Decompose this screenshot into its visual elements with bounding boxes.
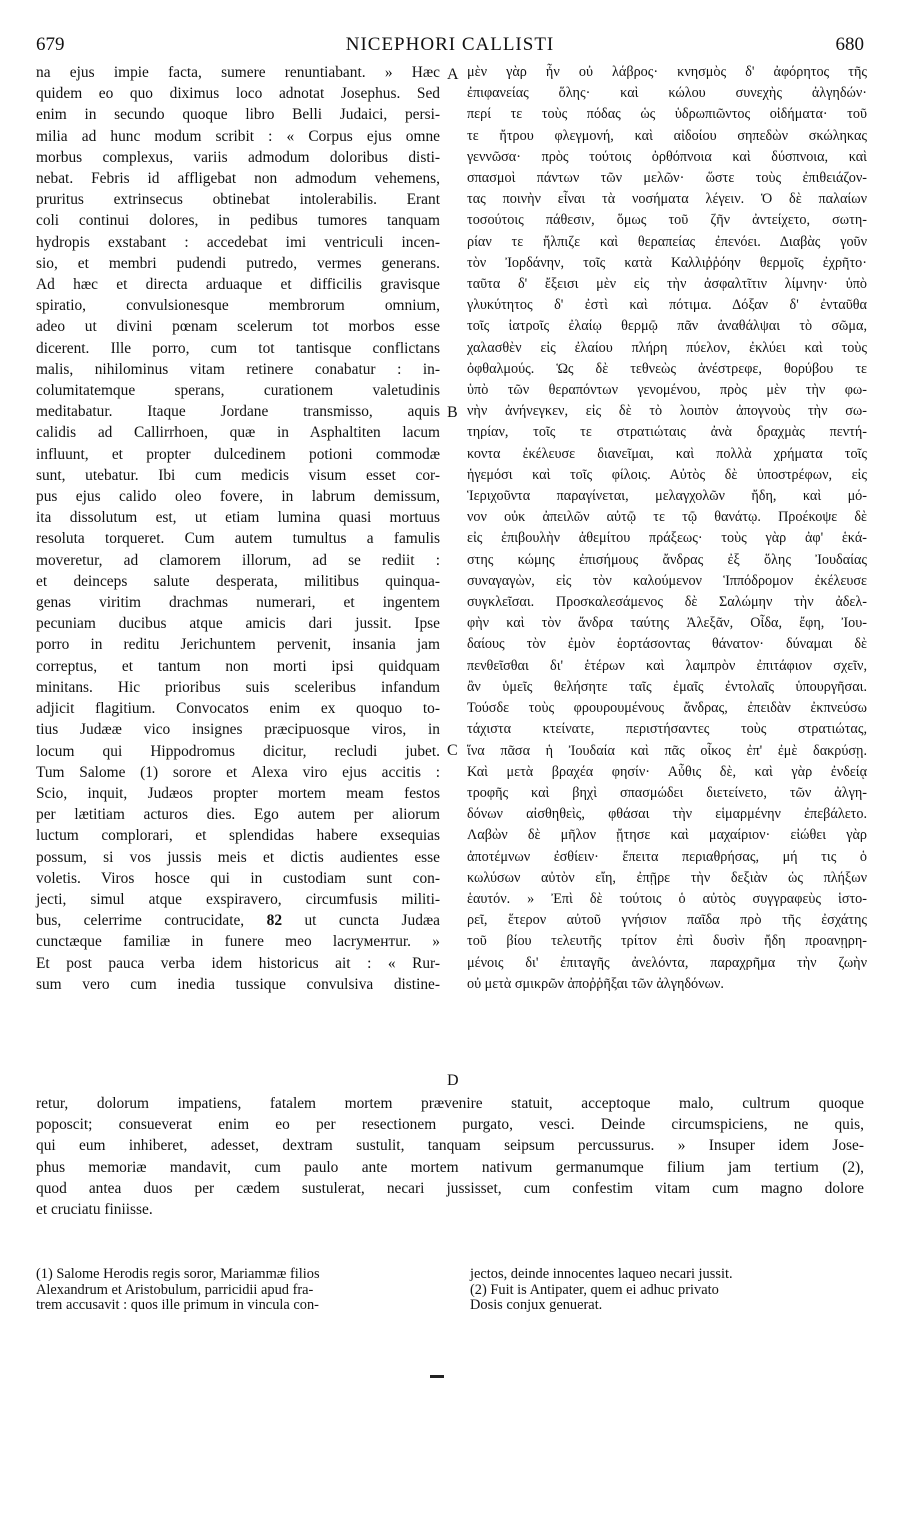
greek-line: ταῦτα δ' ἔξεισι μὲν εἰς τὴν ἀσφαλτῖτιν λίμνην· ὑπὸ bbox=[467, 276, 867, 293]
footnotes-right bbox=[470, 1267, 870, 1314]
greek-line: περί τε τοὺς πόδας ὡς ὑδρωπιῶντος οἰδήματα· τοῦ bbox=[467, 106, 867, 123]
greek-line: εἰς ἐπιβουλὴν ἀθεμίτου πράξεως· τοὺς γὰρ ἀφ' ἑκά- bbox=[467, 530, 867, 547]
latin-line-tail: ut cuncta Judæa bbox=[282, 912, 441, 930]
greek-line: γλυκύτητος δ' ἐστὶ καὶ πότιμα. Δόξαν δ' ἐνταῦθα bbox=[467, 297, 867, 314]
margin-letter-a: A bbox=[447, 66, 459, 83]
latin-line: moveretur, ad clamorem illorum, ad se rediit : bbox=[36, 551, 440, 569]
greek-line: στης κώμης ἐπισήμους ἄνδρας ἐξ ὅλης Ἰουδαίας bbox=[467, 551, 867, 568]
latin-line: resoluta torqueret. Cum autem tumultus a famulis bbox=[36, 530, 440, 548]
margin-letter-b: B bbox=[447, 404, 458, 421]
full-width-line: retur, dolorum impatiens, fatalem mortem prævenire statuit, acceptoque malo, cultrum quoque bbox=[36, 1095, 864, 1112]
greek-line: ὀφθαλμούς. Ὡς δὲ τεθνεὼς ἀνέστρεφε, θορύβου τε bbox=[467, 360, 867, 377]
greek-line: μένοις δι' ἐπιταγῆς ἀνελόντα, παραχρῆμα τὴν ζωὴν bbox=[467, 954, 867, 971]
footnote-line: Dosis conjux genuerat. bbox=[470, 1297, 603, 1314]
latin-line: columitatemque sperans, curationem valetudinis bbox=[36, 382, 440, 400]
greek-line: ἂν ὑμεῖς θελήσητε ταῖς ἐμαῖς ἐντολαῖς ὑπουργῆσαι. bbox=[467, 678, 867, 695]
greek-line: τοῦ βίου τελευτῆς τρίτον ἐπὶ δυσὶν ἤδη προανῃρη- bbox=[467, 933, 867, 950]
greek-line: σπασμοὶ πάντων τῶν μελῶν· ὥστε τοὺς ἐπιθειάζον- bbox=[467, 170, 867, 187]
greek-line: τε ἤτρου φλεγμονή, καὶ αἰδοίου σηπεδὼν σκώληκας bbox=[467, 127, 867, 144]
latin-line: adjicit flagitium. Convocatos enim ex quoquo to- bbox=[36, 700, 440, 718]
latin-line: per lætitiam acturos dies. Ego autem per aliorum bbox=[36, 806, 440, 824]
latin-line-text: bus, celerrime contrucidate, bbox=[36, 912, 267, 930]
greek-line: ἵνα πᾶσα ἡ Ἰουδαία καὶ πᾶς οἶκος ἐπ' ἐμὲ δακρύσῃ. bbox=[467, 742, 867, 759]
full-width-line: poposcit; consueverat enim eo per resectionem purgato, vesci. Deinde circumspiciens, ne quis, bbox=[36, 1116, 864, 1134]
latin-line: pecuniam ducibus atque amicis dari jussit. Ipse bbox=[36, 615, 440, 633]
latin-line: calidis ad Callirrhoen, quæ in Asphaltiten lacum bbox=[36, 424, 440, 442]
greek-line: πενθεῖσθαι δι' ἑτέρων καὶ λαμπρὸν ἐπιτάφιον σχεῖν, bbox=[467, 657, 867, 674]
latin-line: ita dissolutum est, ut etiam lumina quasi mortuus bbox=[36, 509, 440, 527]
latin-line: hydropis exstabant : accedebat imi ventriculi incen- bbox=[36, 233, 440, 251]
greek-line: δαίους τὸν ἐμὸν ἑορτάσοντας θάνατον· δύναμαι δὲ bbox=[467, 636, 867, 653]
greek-line: Ἱεριχοῦντα παραγίνεται, μελαγχολῶν ἤδη, καὶ μό- bbox=[467, 488, 867, 505]
full-width-line: quod antea duos per cædem sustulerat, necari jussisset, cum confestim vitam cum magno dolore bbox=[36, 1179, 864, 1197]
latin-line: possum, si vos jussis meis et dictis audientes esse bbox=[36, 848, 440, 866]
latin-line: nebat. Febris id affligebat non admodum vehemens, bbox=[36, 170, 440, 188]
latin-line: pus ejus calido oleo fovere, in labrum demissum, bbox=[36, 488, 440, 506]
latin-line: voletis. Viros hosce qui in custodiam sunt con- bbox=[36, 869, 440, 887]
greek-line: τηρίαν, τοῖς τε στρατιώταις ἀνὰ δραχμὰς πεντή- bbox=[467, 424, 867, 441]
latin-line: porro in reditu Jerichuntem pervenit, insania jam bbox=[36, 636, 440, 654]
latin-line: sunt, utebatur. Ibi cum medicis visum esset cor- bbox=[36, 466, 440, 484]
greek-line: τροφῆς καὶ βηχὶ σπασμώδει διετείνετο, τῶν ἀλγη- bbox=[467, 784, 867, 801]
margin-letter-c: C bbox=[447, 742, 458, 759]
latin-line: malis, nihilominus vitam retinere conabatur : in- bbox=[36, 360, 440, 378]
latin-line: sum vero cum inedia tussique convulsiva distine- bbox=[36, 975, 440, 993]
latin-line: coli continui dolores, in pedibus tumores tanquam bbox=[36, 212, 440, 230]
margin-letter-d: D bbox=[447, 1072, 459, 1089]
greek-line: ἡγεμόσι καὶ τοῖς φίλοις. Αὐτὸς δὲ ὑποστρέφων, εἰς bbox=[467, 466, 867, 483]
page-number-right: 680 bbox=[835, 34, 864, 55]
latin-line: pruritus extrinsecus obtinebat intolerabilis. Erant bbox=[36, 191, 440, 209]
latin-line: morbus complexus, variis admodum doloribus disti- bbox=[36, 148, 440, 166]
latin-line: sio, et membri pudendi putredo, vermes generans. bbox=[36, 254, 440, 272]
footnote-line: jectos, deinde innocentes laqueo necari jussit. bbox=[470, 1266, 733, 1282]
footnote-line: (2) Fuit is Antipater, quem ei adhuc privato bbox=[470, 1281, 719, 1298]
greek-line: οὐ μετὰ σμικρῶν ἀποῤῥῆξαι τῶν ἀλγηδόνων. bbox=[467, 975, 724, 992]
column-marker: 82 bbox=[266, 912, 283, 930]
page-number-left: 679 bbox=[36, 34, 65, 55]
greek-line: συγκλεῖσαι. Προσκαλεσάμενος δὲ Σαλώμην τὴν ἀδελ- bbox=[467, 594, 867, 611]
latin-line: dicerent. Ille porro, cum tot tantisque conflictans bbox=[36, 339, 440, 357]
latin-line: enim in secundo quoque libro Belli Judaici, persi- bbox=[36, 106, 440, 124]
footnote-line: trem accusavit : quos ille primum in vincula con- bbox=[36, 1297, 319, 1314]
greek-line: τάχιστα κτείνατε, περιστήσαντες τοὺς στρατιώτας, bbox=[467, 721, 867, 738]
latin-line: adeo ut divini pœnam scelerum tot morbos esse bbox=[36, 318, 440, 336]
latin-line: influunt, et propter dulcedinem potioni commodæ bbox=[36, 445, 440, 463]
latin-line: Ad hæc et directa arduaque et difficilis gravisque bbox=[36, 276, 440, 294]
greek-line: Καὶ μετὰ βραχέα φησίν· Αὖθις δὲ, καὶ γὰρ ἐνδείᾳ bbox=[467, 763, 867, 780]
footnotes-left bbox=[36, 1267, 452, 1314]
greek-line: χαλασθὲν εἰς ἐλαίου πλήρη πύελον, ἐκλύει καὶ τοὺς bbox=[467, 339, 867, 356]
latin-line: tius Judææ vico insignes præcipuosque viros, in bbox=[36, 721, 440, 739]
full-width-line: phus memoriæ mandavit, cum paulo ante mortem nativum germanumque filium jam tertium (2), bbox=[36, 1158, 864, 1176]
latin-line: quidem eo quo diximus loco adnotat Josephus. Sed bbox=[36, 85, 440, 103]
full-width-line: et cruciatu finiisse. bbox=[36, 1201, 153, 1219]
greek-line: γεννῶσα· πρὸς τούτοις ὀρθόπνοια καὶ δύσπνοια, καὶ bbox=[467, 148, 867, 165]
footnote-line: (1) Salome Herodis regis soror, Mariammæ filios bbox=[36, 1266, 320, 1282]
latin-line: jecti, simul atque exspiravero, circumfusis militi- bbox=[36, 890, 440, 908]
greek-line: νον οὐκ ἀπειλῶν αὐτῷ τε τῷ θανάτῳ. Προέκοψε δὲ bbox=[467, 509, 867, 526]
greek-line: ἀποτέμνων ἐσθίειν· ἔπειτα περιαθρήσας, μή τις ὁ bbox=[467, 848, 867, 865]
greek-line: ρίαν τε ἤλπιζε καὶ θεραπείας ἐπενόει. Διαβὰς γοῦν bbox=[467, 233, 867, 250]
latin-line: Tum Salome (1) sorore et Alexa viro ejus accitis : bbox=[36, 763, 440, 781]
greek-line: τοῖς ἰατροῖς ἐλαίῳ θερμῷ πᾶν ἀναθάλψαι τὸ σῶμα, bbox=[467, 318, 867, 335]
latin-line: milia ad hunc modum scribit : « Corpus ejus omne bbox=[36, 127, 440, 145]
page-end-dash bbox=[430, 1375, 444, 1378]
latin-line: et deinceps salute desperata, militibus quinqua- bbox=[36, 572, 440, 590]
footnote-line: Alexandrum et Aristobulum, parricidii apud fra- bbox=[36, 1281, 314, 1298]
greek-line: ὑπὸ τῶν θεραπόντων γενομένου, πρὸς μὲν τὴν φω- bbox=[467, 382, 867, 399]
latin-line: cunctæque familiæ in funere meo lacryментur. » bbox=[36, 933, 440, 951]
latin-line: correptus, et tantum non morti ipsi quidquam bbox=[36, 657, 440, 675]
latin-line: Et post pauca verba idem historicus ait : « Rur- bbox=[36, 954, 440, 972]
latin-line: minitans. Hic prioribus suis sceleribus infandum bbox=[36, 678, 440, 696]
latin-line: Scio, inquit, Judæos propter mortem meam festos bbox=[36, 784, 440, 802]
latin-column bbox=[36, 62, 440, 995]
greek-line: κωλύσων αὐτὸν εἴη, ἐπῇρε τὴν δεξιὰν ὡς πλήξων bbox=[467, 869, 867, 886]
greek-line: τοσούτοις πάθεσιν, ὅμως τοῦ ζῆν ἀντείχετο, σωτη- bbox=[467, 212, 867, 229]
greek-line: νὴν ἀνήνεγκεν, εἰς δὲ τὸ λοιπὸν ἀπογνοὺς τὴν σω- bbox=[467, 403, 867, 420]
page-header bbox=[36, 34, 864, 58]
greek-line: Λαβὼν δὲ μῆλον ᾔτησε καὶ μαχαίριον· εἰώθει γὰρ bbox=[467, 827, 867, 844]
latin-line bbox=[36, 910, 440, 931]
greek-line: φὴν καὶ τὸν ἄνδρα ταύτης Ἀλεξᾶν, Οἶδα, ἔφη, Ἰου- bbox=[467, 615, 867, 632]
greek-line: ἑαυτόν. » Ἐπὶ δὲ τούτοις ὁ αὐτὸς συγγραφεὺς ἱστο- bbox=[467, 890, 867, 907]
latin-line: locum qui Hippodromus dicitur, recludi jubet. bbox=[36, 742, 440, 760]
latin-line: meditabatur. Itaque Jordane transmisso, aquis bbox=[36, 403, 440, 421]
greek-line: κοντα ἐκέλευσε διανεῖμαι, καὶ πολλὰ χρήματα τοῖς bbox=[467, 445, 867, 462]
greek-line: ἐπιφανείας ὅλης· καὶ κώλου συνεχὴς ἀλγηδών· bbox=[467, 85, 867, 102]
full-width-paragraph bbox=[36, 1093, 864, 1220]
running-title: NICEPHORI CALLISTI bbox=[345, 34, 555, 55]
latin-line: genas viritim drachmas numerari, et ingentem bbox=[36, 594, 440, 612]
greek-line: τὸν Ἰορδάνην, τοῖς κατὰ Καλλιῤῥόην θερμοῖς ἐχρῆτο· bbox=[467, 254, 867, 271]
greek-line: Τούσδε τοὺς φρουρουμένους ἄνδρας, ἐπειδὰν ἐκπνεύσω bbox=[467, 700, 867, 717]
latin-line: na ejus impie facta, sumere renuntiabant. » Hæc bbox=[36, 64, 440, 81]
latin-line: spiratio, convulsionesque membrorum omnium, bbox=[36, 297, 440, 315]
greek-line: μὲν γὰρ ἦν οὐ λάβρος· κνησμὸς δ' ἀφόρητος τῆς bbox=[467, 64, 867, 80]
greek-column bbox=[467, 62, 867, 995]
greek-line: δόνων αἰσθηθεὶς, φθάσαι τὴν εἱμαρμένην ἐπεβάλετο. bbox=[467, 806, 867, 823]
full-width-line: qui eum inhiberet, adesset, dextram sustulit, tanquam seipsum percussurus. » Insuper idem Jose- bbox=[36, 1137, 864, 1155]
latin-line: luctum complorari, et splendidas habere exsequias bbox=[36, 827, 440, 845]
greek-line: ρεῖ, ἕτερον αὐτοῦ γνήσιον παῖδα πρὸ τῆς ἐσχάτης bbox=[467, 912, 867, 929]
greek-line: τας ποινὴν εἶναι τὰ νοσήματα λέγειν. Ὁ δὲ παλαίων bbox=[467, 191, 867, 208]
greek-line: συναγαγὼν, εἰς τὸν καλούμενον Ἱππόδρομον ἐκέλευσε bbox=[467, 572, 867, 589]
